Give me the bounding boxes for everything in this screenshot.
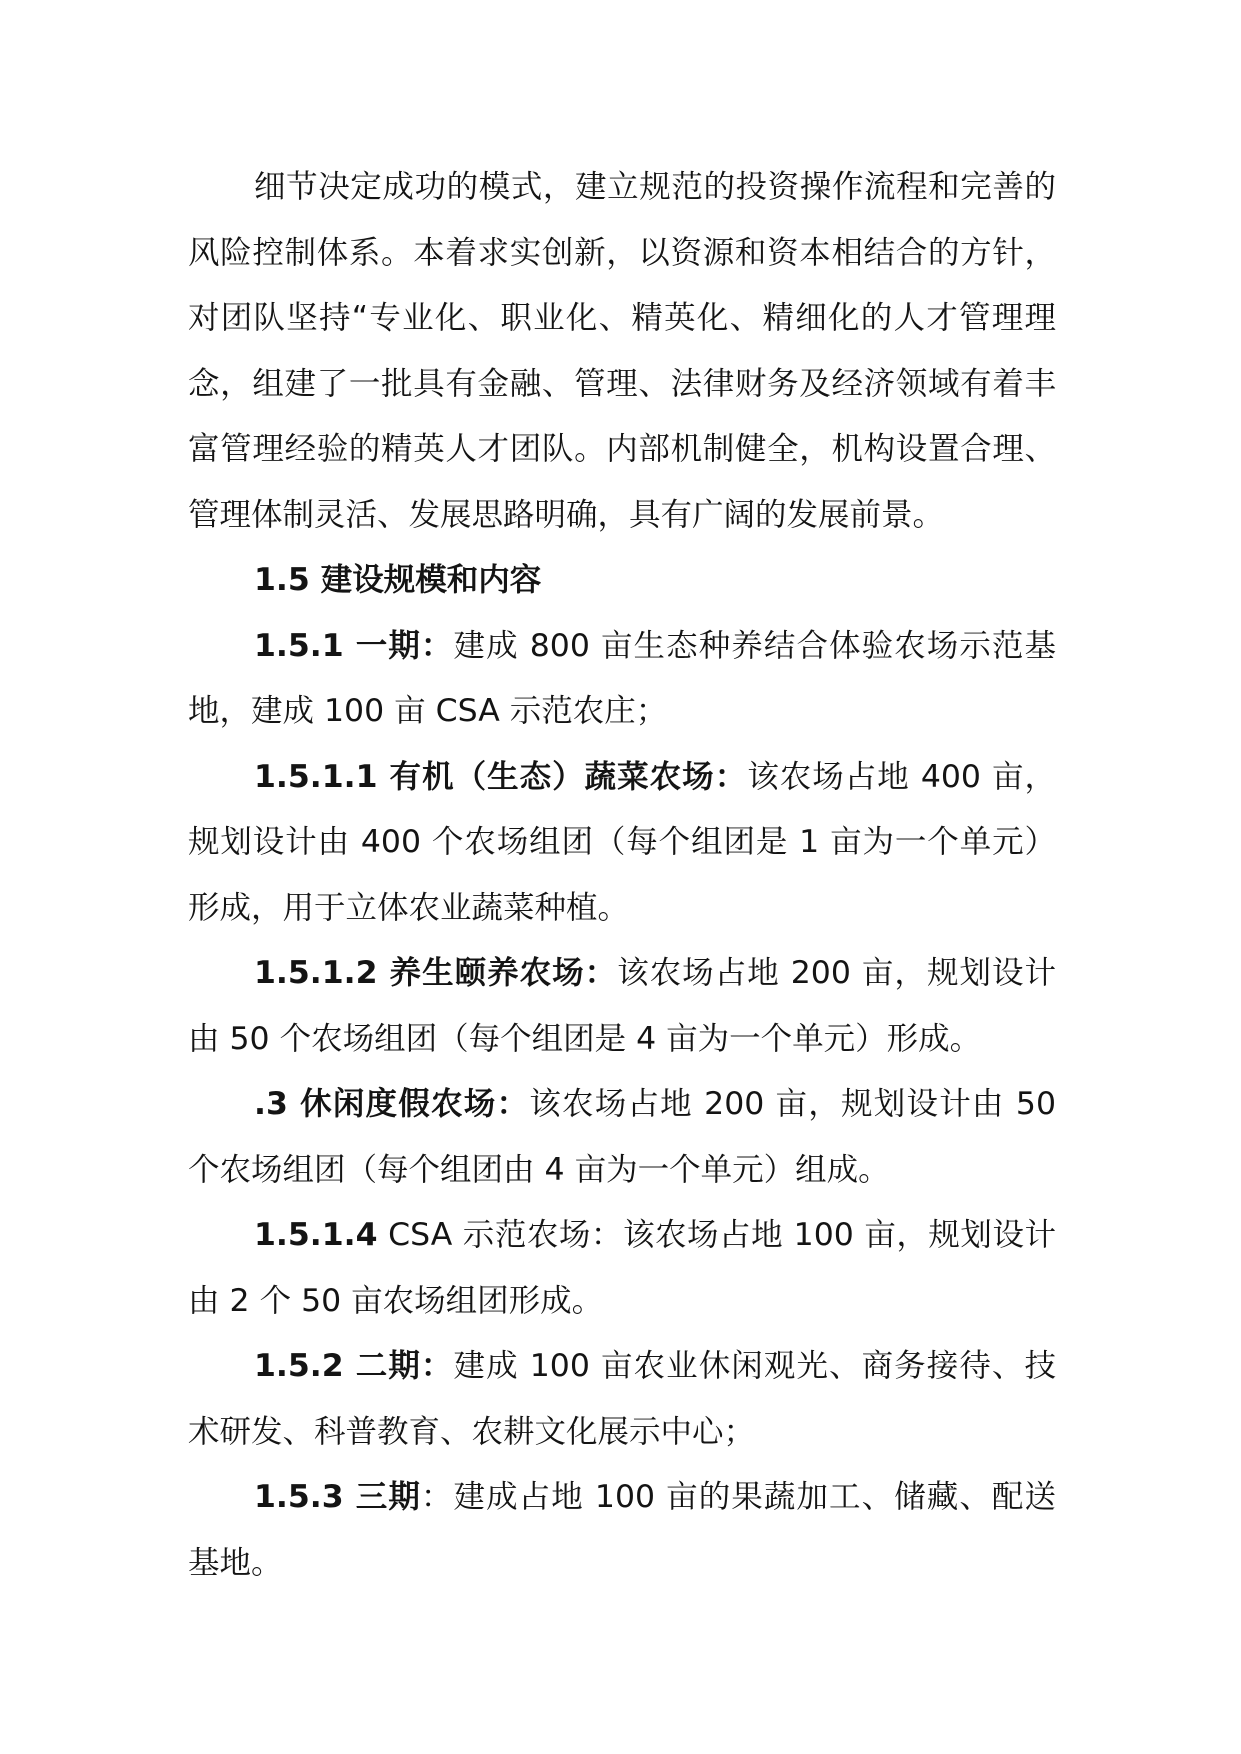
label-1-5-3: 1.5.3 三期 [254,1479,421,1515]
label-1-5-1-3: .3 休闲度假农场： [254,1086,530,1122]
intro-text: 细节决定成功的模式，建立规范的投资操作流程和完善的风险控制体系。本着求实创新，以资源和资本相结合的方针，对团队坚持“专业化、职业化、精英化、精细化的人才管理理念，组建了一批具有金融、管理、法律财务及经济领域有着丰富管理经验的精英人才团队。内部机制健全，机构设置合理、管理体制灵活、发展思路明确，具有广阔的发展前景。 [188,169,1056,533]
label-1-5-2: 1.5.2 二期： [254,1348,454,1384]
paragraph-1-5-2 [188,1334,1056,1465]
paragraph-1-5-1-3 [188,1072,1056,1203]
label-1-5-1: 1.5.1 一期： [254,627,454,664]
paragraph-1-5-1-4 [188,1203,1056,1334]
label-1-5-1-4: 1.5.1.4 [254,1217,378,1253]
label-1-5-1-1: 1.5.1.1 有机（生态）蔬菜农场： [254,758,748,795]
label-1-5-1-2: 1.5.1.2 养生颐养农场： [254,955,618,991]
section-heading-1-5 [188,548,1056,614]
intro-paragraph [188,155,1056,548]
text-1-5-1-3: 该农场占地 200 亩，规划设计由 50 个农场组团（每个组团由 4 亩为一个单元）组成。 [188,1086,1056,1188]
paragraph-1-5-3 [188,1465,1056,1596]
section-heading-text: 1.5 建设规模和内容 [254,562,542,598]
text-1-5-2: 建成 100 亩农业休闲观光、商务接待、技术研发、科普教育、农耕文化展示中心； [188,1348,1057,1450]
text-1-5-3: ：建成占地 100 亩的果蔬加工、储藏、配送基地。 [188,1479,1057,1581]
document-page [188,155,1056,1596]
text-1-5-1: 建成 800 亩生态种养结合体验农场示范基地，建成 100 亩 CSA 示范农庄； [188,627,1057,729]
text-1-5-1-4: CSA 示范农场：该农场占地 100 亩，规划设计由 2 个 50 亩农场组团形成。 [188,1217,1056,1319]
text-1-5-1-2: 该农场占地 200 亩，规划设计由 50 个农场组团（每个组团是 4 亩为一个单元）形成。 [188,955,1056,1057]
text-1-5-1-1: 该农场占地 400 亩，规划设计由 400 个农场组团（每个组团是 1 亩为一个单元）形成，用于立体农业蔬菜种植。 [188,758,1056,926]
paragraph-1-5-1-1 [188,745,1056,942]
paragraph-1-5-1-2 [188,941,1056,1072]
paragraph-1-5-1 [188,614,1056,745]
